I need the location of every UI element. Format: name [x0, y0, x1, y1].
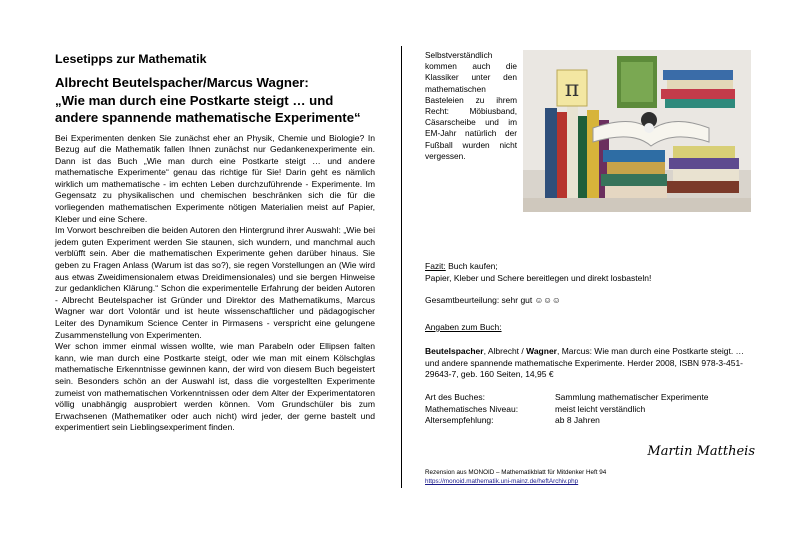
- signature: Martin Mattheis: [647, 444, 755, 459]
- fazit-line1: Buch kaufen;: [445, 261, 498, 271]
- book-title-line3: andere spannende mathematische Experimente“: [55, 110, 361, 125]
- section-heading: Lesetipps zur Mathematik: [55, 52, 207, 66]
- fazit-section: [425, 261, 755, 284]
- book-stack-image: [523, 50, 751, 212]
- book-details: [425, 392, 755, 427]
- intro-text: Selbstverständlich kommen auch die Klassiker unter den mathematischen Basteleien zu ihrem Recht: Möbiusband, Cäsarscheibe und im EM-Jahr natürlich der Fußball wurden nicht vergessen.: [425, 50, 517, 161]
- column-divider: [401, 46, 402, 488]
- book-reference-rest: , Marcus: Wie man durch eine Postkarte steigt. … und andere spannende mathematische Experimente. Herder 2008, ISBN 978-3-451-29643-7, geb. 160 Seiten, 14,95 €: [425, 346, 745, 379]
- book-title: [55, 74, 375, 127]
- pi-symbol: π: [564, 77, 580, 102]
- book-stack-photo: [523, 50, 751, 212]
- footer-source: Rezension aus MONOID – Mathematikblatt für Mitdenker Heft 94: [425, 469, 607, 476]
- paragraph-2: Im Vorwort beschreiben die beiden Autoren den Hintergrund ihrer Auswahl: „Wie bei jedem guten Experiment werden Sie staunen, sich wundern, und manchmal auch verblüfft sein. Aber die mathematischen Experimente gehen darüber hinaus. Sie geben zu Fragen Anlass (Warum ist das so?), sie regen Vorstellungen an (Wie wird aus etwas Zweidimensionalem etwas Dreidimensionales) und sie bergen Hinweise zur gedanklichen Klärung.“ Schon die experimentelle Erfahrung der beiden Autoren - Albrecht Beutelspacher ist Gründer und Direktor des Mathematikums, Marcus Wagner war dort Volontär und ist heute wissenschaftlicher und pädagogischer Leiter des Dynamikum Science Center in Pirmasens - verspricht eine gelungene Zusammenstellung von Experimenten.: [55, 225, 375, 340]
- paragraph-1: Bei Experimenten denken Sie zunächst eher an Physik, Chemie und Biologie? In Bezug auf die Mathematik fallen Ihnen zunächst nur Gedankenexperimente ein. Dann ist das Buch „Wie man durch eine Postkarte steigt … und andere mathematische Experimente“ genau das richtige für Sie! Darin geht es nämlich wirklich um mathematische - im echten Leben durchzuführende - Experimente. Im Gegensatz zu physikalischen und chemischen beschränken sich die für die vorliegenden mathematischen Experimente nötigen Materialien meist auf Papier, Kleber und eine Schere.: [55, 132, 375, 224]
- fazit-label: Fazit:: [425, 261, 446, 271]
- rating: Gesamtbeurteilung: sehr gut ☺☺☺: [425, 295, 561, 305]
- detail-row: [425, 404, 755, 416]
- book-reference: [425, 346, 755, 381]
- detail-value: meist leicht verständlich: [555, 403, 646, 414]
- angaben-label: Angaben zum Buch:: [425, 322, 502, 332]
- detail-key: Altersempfehlung:: [425, 415, 494, 425]
- detail-row: [425, 415, 755, 427]
- footer: [425, 468, 606, 486]
- fazit-line2: Papier, Kleber und Schere bereitlegen und direkt losbasteln!: [425, 272, 652, 283]
- author-1: Beutelspacher: [425, 346, 484, 356]
- book-title-line2: „Wie man durch eine Postkarte steigt … und: [55, 92, 334, 108]
- detail-row: [425, 392, 755, 404]
- detail-key: Art des Buches:: [425, 392, 486, 402]
- paragraph-3: Wer schon immer einmal wissen wollte, wie man Parabeln oder Ellipsen falten kann, wie man durch eine Postkarte steigt, oder wie man mit einem Kölschglas mathematische Erkenntnisse gewinnen kann, der wird von diesem Buch begeistert sein. Besonders schön an der Auswahl ist, dass die vorgestellten Experimente zumeist von mathematischen Vorkenntnissen oder dem Alter der Experimentatoren völlig unabhängig ausprobiert werden können. Vom Grundschüler bis zum Erwachsenen (Mathematiker oder auch nicht) wird jeder, der gerne bastelt und experimentiert sein Lieblingsexperiment finden.: [55, 341, 375, 433]
- author-sep: , Albrecht /: [483, 346, 527, 356]
- book-title-line1: Albrecht Beutelspacher/Marcus Wagner:: [55, 75, 309, 90]
- footer-link[interactable]: https://monoid.mathematik.uni-mainz.de/heftArchiv.php: [425, 478, 579, 485]
- detail-value: ab 8 Jahren: [555, 415, 600, 425]
- left-column: [55, 52, 375, 434]
- detail-key: Mathematisches Niveau:: [425, 403, 519, 414]
- detail-value: Sammlung mathematischer Experimente: [555, 392, 709, 402]
- author-2: Wagner: [526, 346, 557, 356]
